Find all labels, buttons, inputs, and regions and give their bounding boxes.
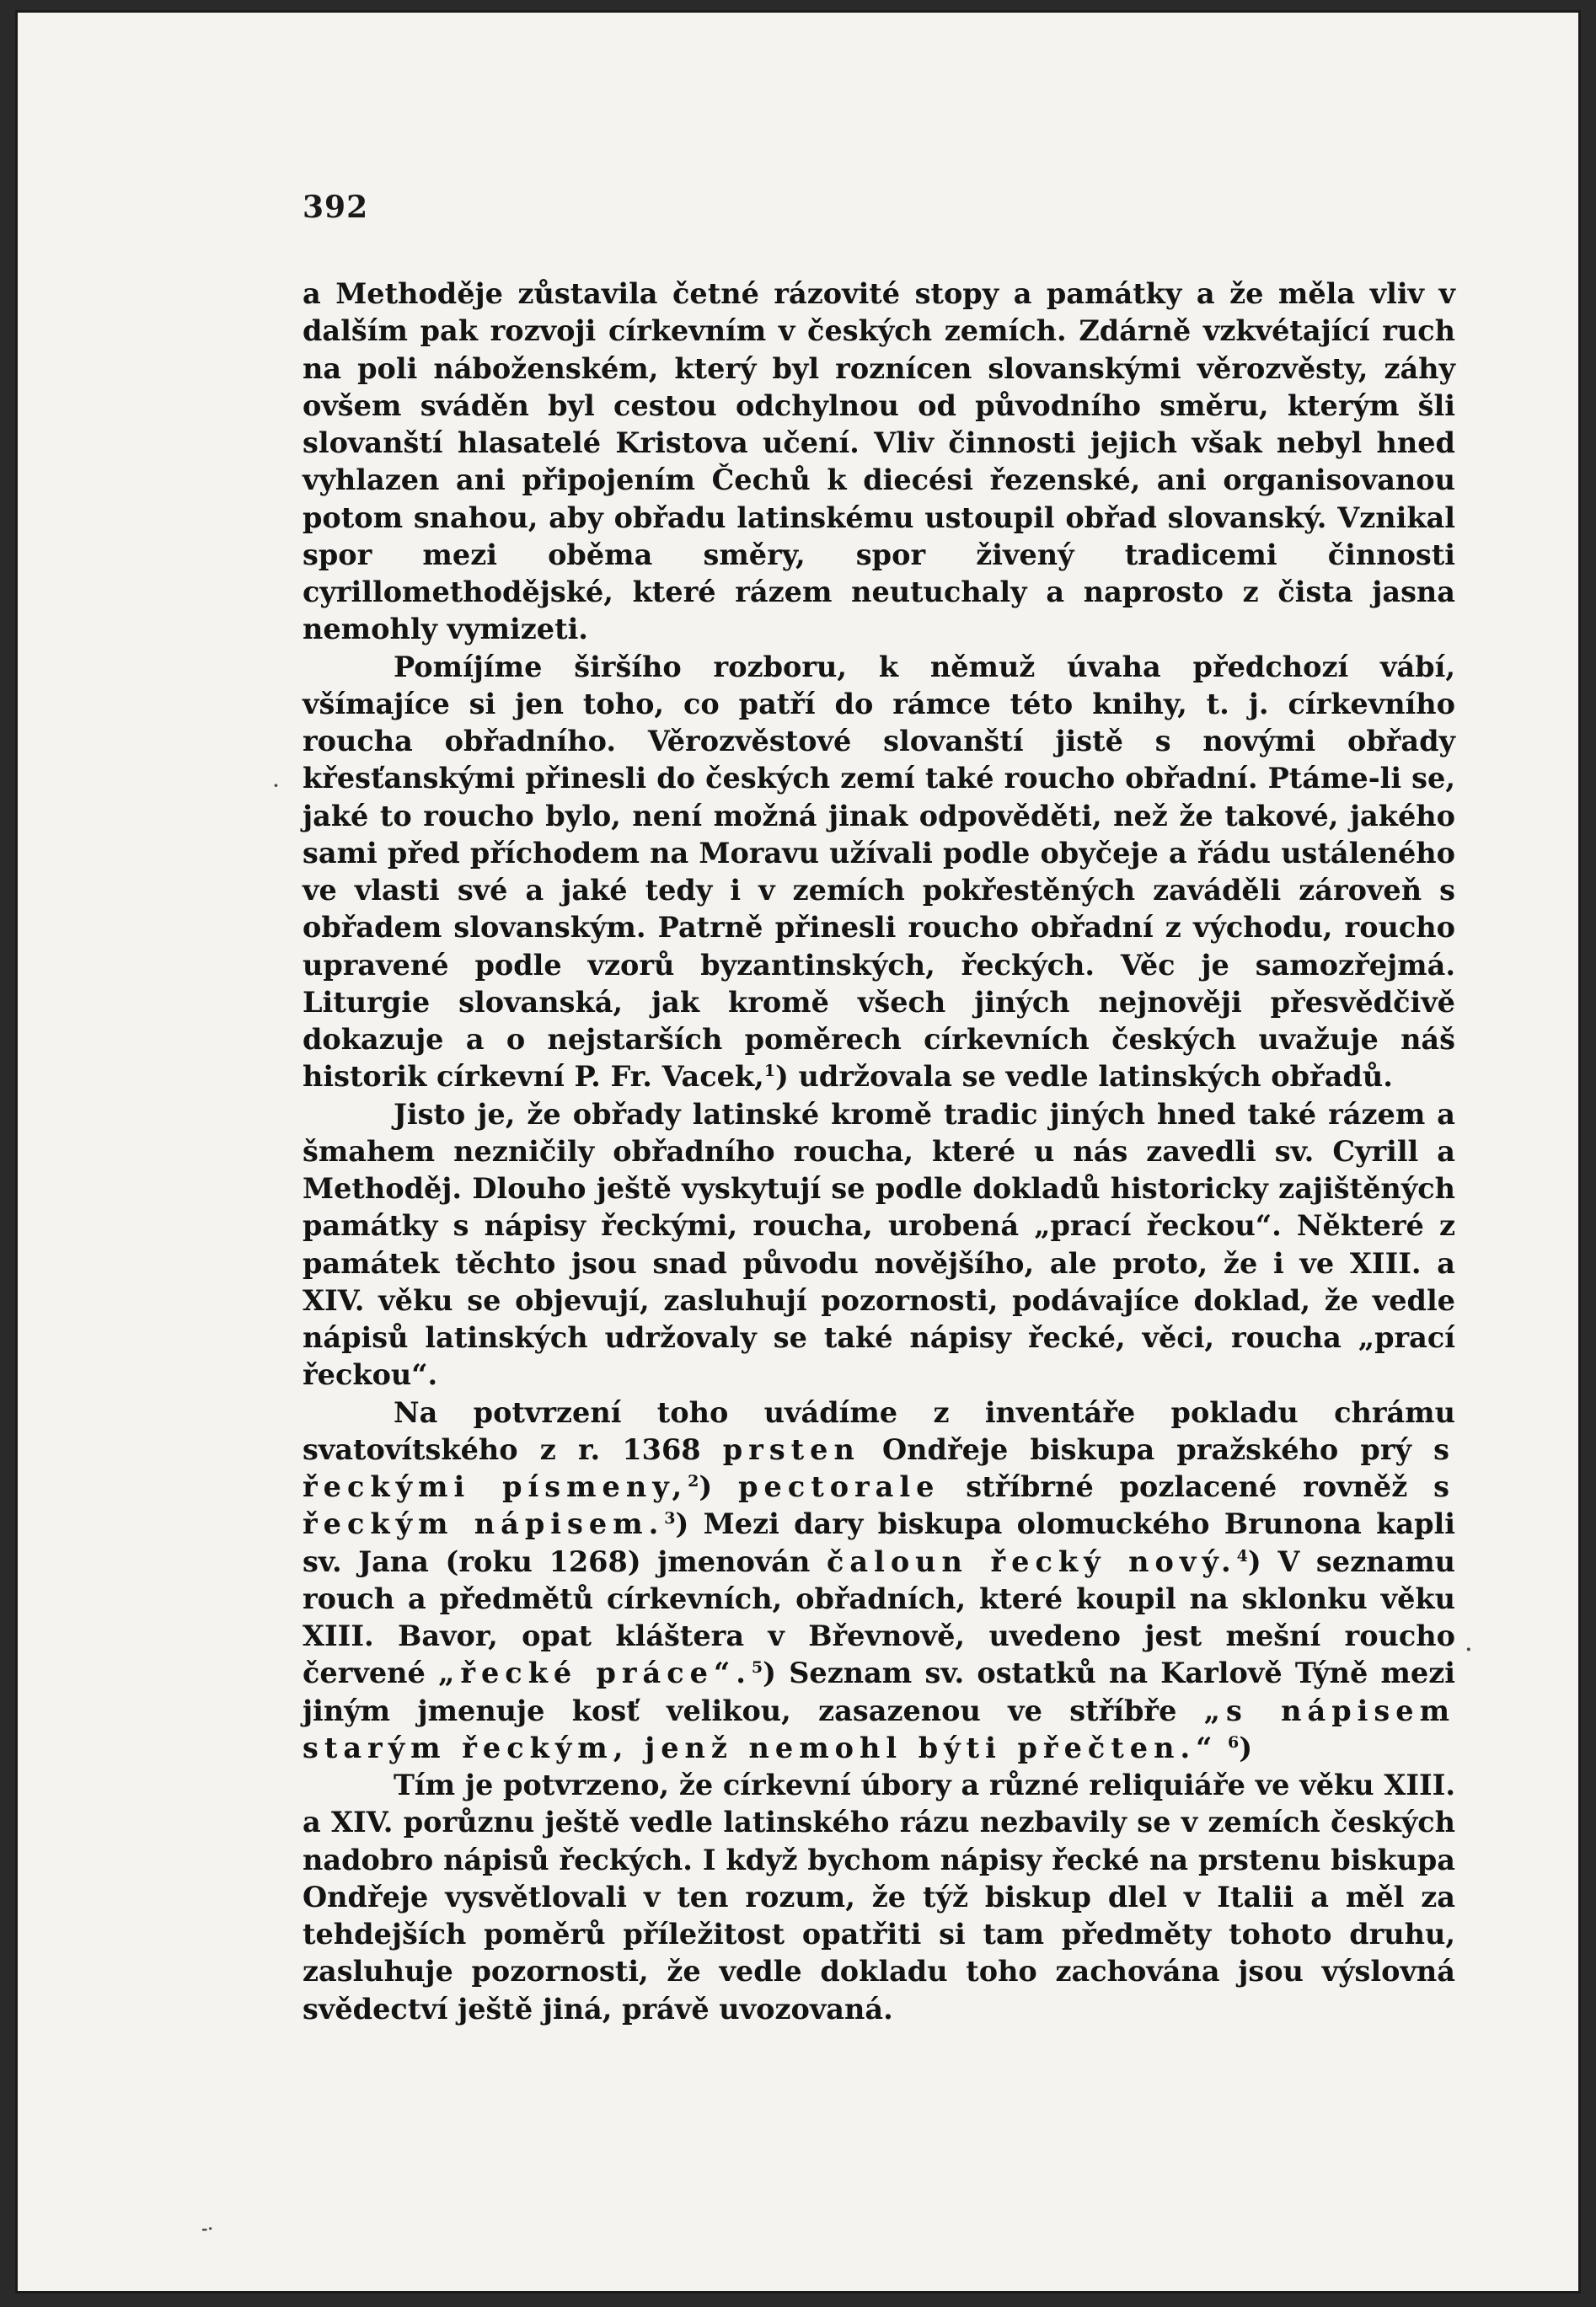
spaced-emphasis: pectorale	[738, 1470, 940, 1503]
paragraph	[303, 649, 1455, 1096]
footnote-ref: 2	[688, 1472, 699, 1491]
footnote-ref: 3	[664, 1509, 676, 1528]
page-number: 392	[303, 190, 369, 225]
text-run: ) Mezi dary biskupa olomuckého Brunona kapli sv. Jana (roku 1268) jmenován	[303, 1507, 1455, 1578]
text-run: Jisto je, že obřady latinské kromě tradic jiných hned také rázem a šmahem nezničily obřadního roucha, které u nás zavedli sv. Cyrill a Methoděj. Dlouho ještě vyskytují se podle dokladů historicky zajištěných památky s nápisy řeckými, roucha, urobená „prací řeckou“. Některé z památek těchto jsou snad původu novějšího, ale proto, že i ve XIII. a XIV. věku se objevují, zasluhují pozornosti, podávajíce doklad, že vedle nápisů latinských udržovaly se také nápisy řecké, věci, roucha „prací řeckou“.	[303, 1097, 1455, 1392]
text-run: Tím je potvrzeno, že církevní úbory a různé reliquiáře ve věku XIII. a XIV. porůznu ještě vedle latinského rázu nezbavily se v zemích českých nadobro nápisů řeckých. I když bychom nápisy řecké na prstenu biskupa Ondřeje vysvětlovali v ten rozum, že týž biskup dlel v Italii a měl za tehdejších poměrů příležitost opatřiti si tam předměty tohoto druhu, zasluhuje pozornosti, že vedle dokladu toho zachována jsou výslovná svědectví ještě jiná, právě uvozovaná.	[303, 1769, 1455, 2026]
margin-speck: -·	[201, 2220, 213, 2238]
footnote-ref: 4	[1236, 1546, 1248, 1566]
spaced-emphasis: čaloun řecký nový.	[826, 1544, 1237, 1578]
spaced-emphasis: s řeckým nápisem.	[303, 1470, 1455, 1541]
footnote-ref: 1	[763, 1062, 776, 1081]
margin-speck: ·	[273, 775, 279, 795]
footnote-ref: 5	[751, 1658, 763, 1678]
text-run: ) V seznamu rouch a předmětů církevních, obřadních, které koupil na sklonku věku XIII. Bavor, opat kláštera v Břevnově, uvedeno jest mešní roucho červené	[303, 1544, 1455, 1690]
paragraph	[303, 276, 1455, 649]
text-run: Pomíjíme širšího rozboru, k němuž úvaha předchozí vábí, všímajíce si jen toho, co patří do rámce této knihy, t. j. církevního roucha obřadního. Věrozvěstové slovanští jistě s novými obřady křesťanskými přinesli do českých zemí také roucho obřadní. Ptáme-li se, jaké to roucho bylo, není možná jinak odpověděti, než že takové, jakého sami před příchodem na Moravu užívali podle obyčeje a řádu ustáleného ve vlasti své a jaké tedy i v zemích pokřestěných zaváděli zároveň s obřadem slovanským. Patrně přinesli roucho obřadní z východu, roucho upravené podle vzorů byzantinských, řeckých. Věc je samozřejmá. Liturgie slovanská, jak kromě všech jiných nejnověji přesvědčivě dokazuje a o nejstarších poměrech církevních českých uvažuje náš historik církevní P. Fr. Vacek,	[303, 650, 1455, 1094]
body-text	[303, 276, 1455, 2028]
spaced-emphasis: s řeckými písmeny,	[303, 1432, 1455, 1503]
text-run: a Methoděje zůstavila četné rázovité stopy a památky a že měla vliv v dalším pak rozvoji církevním v českých zemích. Zdárně vzkvétající ruch na poli náboženském, který byl roznícen slovanskými věrozvěsty, záhy ovšem sváděn byl cestou odchylnou od původního směru, kterým šli slovanští hlasatelé Kristova učení. Vliv činnosti jejich však nebyl hned vyhlazen ani připojením Čechů k diecési řezenské, ani organisovanou potom snahou, aby obřadu latinskému ustoupil obřad slovanský. Vznikal spor mezi oběma směry, spor živený tradicemi činnosti cyrillomethodějské, které rázem neutuchaly a naprosto z čista jasna nemohly vymizeti.	[303, 277, 1455, 646]
paragraph	[303, 1394, 1455, 1768]
footnote-ref: 6	[1228, 1732, 1240, 1752]
scanned-page	[15, 10, 1581, 2294]
text-run: )	[1239, 1731, 1253, 1764]
text-run: stříbrné pozlacené rovněž	[940, 1470, 1434, 1503]
margin-speck: ·	[1465, 1639, 1472, 1661]
spaced-emphasis: „řecké práce“.	[438, 1657, 752, 1690]
paragraph	[303, 1767, 1455, 2028]
spaced-emphasis: prsten	[722, 1432, 860, 1466]
text-run: ) udržovala se vedle latinských obřadů.	[775, 1060, 1393, 1094]
text-run: Na potvrzení toho uvádíme z inventáře pokladu chrámu svatovítského z r. 1368	[303, 1395, 1455, 1466]
text-run: )	[699, 1470, 739, 1503]
text-run	[1218, 1732, 1228, 1764]
text-run: Ondřeje biskupa pražského prý	[860, 1432, 1434, 1466]
text-run: ) Seznam sv. ostatků na Karlově Týně mezi jiným jmenuje kosť velikou, zasazenou ve stříbře	[303, 1657, 1455, 1727]
paragraph	[303, 1096, 1455, 1394]
spaced-emphasis: „s nápisem starým řeckým, jenž nemohl býti přečten.“	[303, 1694, 1456, 1764]
